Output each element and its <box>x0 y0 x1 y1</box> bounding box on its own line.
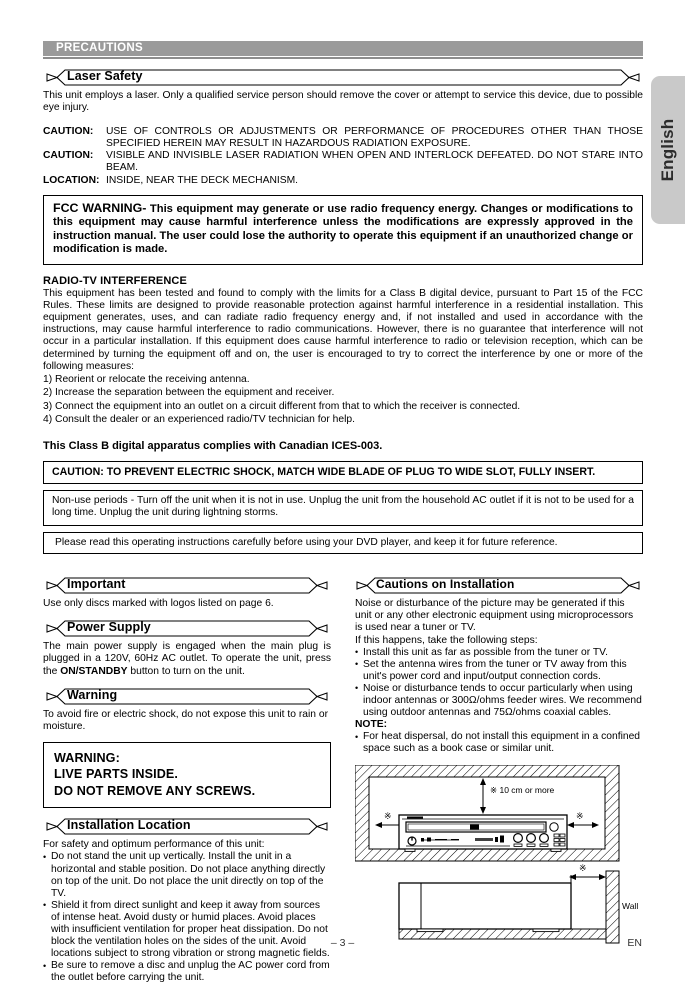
ribbon-important <box>43 576 331 595</box>
wall-hatch-right <box>606 871 619 943</box>
radio-tv-body: This equipment has been tested and found to comply with the limits for a Class B digital device, pursuant to Part 15 of the FCC Rules. These limits are designed to provide reasonable protection against harmful interference in a residential installation. This equipment generates, uses, and can radiate radio frequency energy and, if not installed and used in accordance with the instructions, may cause harmful interference to radio communications. However, there is no guarantee that interference will not occur in a particular installation. If this equipment does cause harmful interference to radio or television reception, which can be determined by turning the equipment off and on, the user is encouraged to try to correct the interference by one or more of the following measures: <box>43 288 643 372</box>
ribbon-warning <box>43 687 331 706</box>
precautions-banner-rule <box>43 57 643 59</box>
cautions-installation-intro: Noise or disturbance of the picture may be generated if this unit or any other electronic equipment using microprocessors is used near a tuner or TV. <box>355 598 634 634</box>
radio-tv-measure: 4) Consult the dealer or an experienced radio/TV technician for help. <box>43 414 355 426</box>
power-supply-text-2: button to turn on the unit. <box>127 665 245 677</box>
page-content <box>43 41 643 984</box>
cautions-installation-bullets <box>355 647 643 720</box>
radio-tv-measure: 3) Connect the equipment into an outlet on a circuit different from that to which the receiver is connected. <box>43 400 521 412</box>
top-clearance-label: ※ 10 cm or more <box>490 784 555 795</box>
precautions-banner <box>43 41 643 56</box>
ribbon-installation-location <box>43 817 331 836</box>
laser-caution-desc-2: VISIBLE AND INVISIBLE LASER RADIATION WHEN OPEN AND INTERLOCK DEFEATED. DO NOT STARE INTO BEAM. <box>106 150 643 174</box>
footer-page-number: – 3 – <box>330 937 355 949</box>
left-clearance-mark: ※ <box>384 810 392 821</box>
cautions-installation-bullet: • Set the antenna wires from the tuner or TV away from this unit's power cord and input/output connection cords. <box>355 659 643 683</box>
radio-tv-measure: 2) Increase the separation between the equipment and receiver. <box>43 387 335 399</box>
installation-location-bullets <box>43 851 331 984</box>
dvd-player-plan-view <box>399 883 571 932</box>
column-gap <box>331 567 355 984</box>
installation-location-intro: For safety and optimum performance of this unit: <box>43 839 265 851</box>
caution-plug-box <box>43 461 643 484</box>
precautions-banner-label: PRECAUTIONS <box>56 42 144 54</box>
ribbon-laser-safety <box>43 68 643 87</box>
warning-live-parts-box <box>43 742 331 809</box>
radio-tv-heading: RADIO-TV INTERFERENCE <box>43 275 187 288</box>
non-use-periods-box <box>43 490 643 526</box>
warning-body: To avoid fire or electric shock, do not expose this unit to rain or moisture. <box>43 708 329 732</box>
rear-clearance-mark: ※ <box>579 862 587 873</box>
laser-caution-term-2: CAUTION: <box>43 150 94 162</box>
dvd-player-front-view <box>399 815 567 851</box>
laser-location-row <box>43 175 643 187</box>
read-instructions-box <box>43 532 643 554</box>
important-body: Use only discs marked with logos listed on page 6. <box>43 598 274 610</box>
installation-location-bullet: • Do not stand the unit up vertically. Install the unit in a horizontal and stable position. Do not place anything directly on top of the unit. Do not place the unit directly on top of the TV. <box>43 851 331 899</box>
laser-caution-row-2 <box>43 150 643 174</box>
cautions-installation-bullet: • Noise or disturbance tends to occur particularly when using indoor antennas or 300Ω/ohms feeder wires. We recommend using outdoor antennas and 75Ω/ohms coaxial cables. <box>355 683 643 719</box>
laser-caution-term-1: CAUTION: <box>43 126 94 138</box>
language-tab-english <box>651 76 685 224</box>
ribbon-label-important: Important <box>67 577 126 592</box>
power-supply-on-standby-term: ON/STANDBY <box>60 665 128 677</box>
radio-tv-measures <box>43 373 643 427</box>
canadian-ices-statement: This Class B digital apparatus complies with Canadian ICES-003. <box>43 440 383 453</box>
installation-location-bullet: • Be sure to remove a disc and unplug the AC power cord from the outlet before carrying the unit. <box>43 960 331 984</box>
right-clearance-mark: ※ <box>576 810 584 821</box>
ribbon-label-cautions-on-installation: Cautions on Installation <box>376 577 515 592</box>
warning-box-line: LIVE PARTS INSIDE. <box>54 767 179 782</box>
fcc-warning-body: This equipment may generate or use radio frequency energy. Changes or modifications to this equipment may cause harmful interference unless the modifications are expressly approved in the instruction manual. The user could lose the authority to operate this equipment if an unauthorized change or modification is made. <box>53 202 633 256</box>
non-use-periods-text: Non-use periods - Turn off the unit when it is not in use. Unplug the unit from the household AC outlet if it is not to be used for a long time. Unplug the unit during lightning storms. <box>52 495 634 519</box>
laser-safety-intro: This unit employs a laser. Only a qualified service person should remove the cover or attempt to service this device, due to possible eye injury. <box>43 90 643 114</box>
installation-diagram-svg <box>355 765 643 950</box>
ribbon-label-installation-location: Installation Location <box>67 818 191 833</box>
laser-caution-desc-1: USE OF CONTROLS OR ADJUSTMENTS OR PERFORMANCE OF PROCEDURES OTHER THAN THOSE SPECIFIED HEREIN MAY RESULT IN HAZARDOUS RADIATION EXPOSURE. <box>106 126 643 150</box>
laser-location-desc: INSIDE, NEAR THE DECK MECHANISM. <box>106 174 299 186</box>
cautions-installation-note-bullet: • For heat dispersal, do not install this equipment in a confined space such as a book case or similar unit. <box>355 731 643 755</box>
footer-language-code: EN <box>627 937 642 949</box>
installation-clearance-diagram <box>355 765 643 955</box>
power-supply-body <box>43 641 331 677</box>
cautions-installation-note-bullets <box>355 731 643 755</box>
wall-label: Wall <box>622 900 639 911</box>
ribbon-cautions-on-installation <box>355 576 643 595</box>
warning-box-line: WARNING: <box>54 750 120 765</box>
ribbon-power-supply <box>43 619 331 638</box>
cautions-installation-steps-lead: If this happens, take the following steps: <box>355 634 538 646</box>
fcc-warning-text <box>53 202 633 257</box>
warning-box-line: DO NOT REMOVE ANY SCREWS. <box>54 783 256 798</box>
language-tab-label: English <box>658 118 677 182</box>
cautions-installation-note-label: NOTE: <box>355 719 388 731</box>
read-instructions-text: Please read this operating instructions carefully before using your DVD player, and keep it for future reference. <box>55 536 558 548</box>
two-column-area <box>43 567 643 984</box>
cautions-installation-bullet: • Install this unit as far as possible from the tuner or TV. <box>355 647 643 659</box>
ribbon-label-laser-safety: Laser Safety <box>67 69 143 83</box>
ribbon-label-power-supply: Power Supply <box>67 620 151 635</box>
installation-location-bullet: • Shield it from direct sunlight and keep it away from sources of intense heat. Avoid dusty or humid places. Avoid places with insufficient ventilation for proper heat dissipation. Do not block the ventilation holes on the sides of the unit. Avoid locations subject to strong vibration or strong magnetic fields. <box>43 900 331 960</box>
laser-location-term: LOCATION: <box>43 174 100 186</box>
ribbon-label-warning: Warning <box>67 687 118 702</box>
column-left <box>43 567 331 984</box>
power-supply-text-1: The main power supply is engaged when the main plug is plugged in a 120V, 60Hz AC outlet. To operate the unit, press the <box>43 641 331 677</box>
caution-plug-text: CAUTION: TO PREVENT ELECTRIC SHOCK, MATCH WIDE BLADE OF PLUG TO WIDE SLOT, FULLY INSERT. <box>52 466 596 479</box>
laser-caution-row-1 <box>43 126 643 150</box>
radio-tv-measure: 1) Reorient or relocate the receiving antenna. <box>43 373 250 385</box>
column-right <box>355 567 643 984</box>
fcc-warning-box <box>43 195 643 265</box>
fcc-warning-lead: FCC WARNING- <box>53 200 147 215</box>
